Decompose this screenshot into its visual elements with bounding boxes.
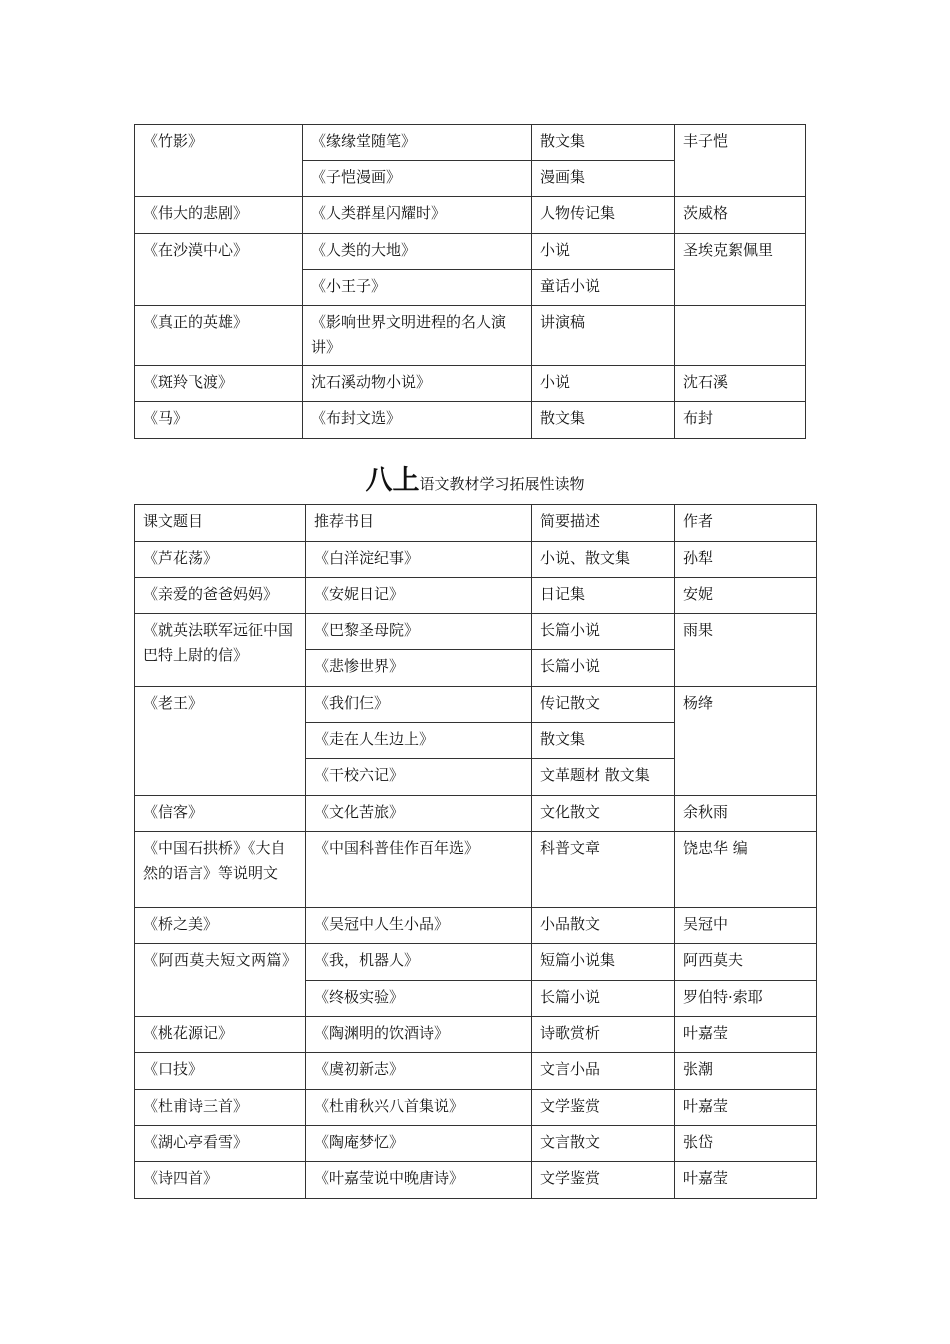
description: 文学鉴赏 bbox=[532, 1090, 675, 1126]
description: 文革题材 散文集 bbox=[532, 759, 675, 796]
description: 散文集 bbox=[532, 125, 675, 161]
table-row bbox=[135, 1162, 817, 1199]
lesson-title: 《湖心亭看雪》 bbox=[135, 1126, 306, 1162]
lesson-title: 《真正的英雄》 bbox=[135, 306, 303, 366]
recommended-book: 《白洋淀纪事》 bbox=[306, 542, 532, 578]
description: 短篇小说集 bbox=[532, 944, 675, 981]
author: 雨果 bbox=[675, 614, 817, 687]
table-row bbox=[135, 687, 817, 723]
lesson-title: 《竹影》 bbox=[135, 125, 303, 197]
recommended-book: 《布封文选》 bbox=[303, 402, 532, 439]
lesson-title: 《信客》 bbox=[135, 796, 306, 832]
author: 孙犁 bbox=[675, 542, 817, 578]
author: 沈石溪 bbox=[675, 366, 806, 402]
recommended-book: 《我们仨》 bbox=[306, 687, 532, 723]
table-row bbox=[135, 197, 806, 234]
author: 叶嘉莹 bbox=[675, 1090, 817, 1126]
description: 讲演稿 bbox=[532, 306, 675, 366]
table-row bbox=[135, 1017, 817, 1053]
author: 余秋雨 bbox=[675, 796, 817, 832]
description: 传记散文 bbox=[532, 687, 675, 723]
recommended-book: 《文化苦旅》 bbox=[306, 796, 532, 832]
author: 圣埃克絮佩里 bbox=[675, 234, 806, 306]
recommended-book: 沈石溪动物小说》 bbox=[303, 366, 532, 402]
description: 科普文章 bbox=[532, 832, 675, 908]
description: 诗歌赏析 bbox=[532, 1017, 675, 1053]
description: 文学鉴赏 bbox=[532, 1162, 675, 1199]
lesson-title: 《中国石拱桥》《大自然的语言》等说明文 bbox=[135, 832, 306, 908]
table-row bbox=[135, 908, 817, 944]
description: 漫画集 bbox=[532, 161, 675, 197]
section-title bbox=[0, 458, 950, 497]
table-row bbox=[135, 366, 806, 402]
description: 长篇小说 bbox=[532, 614, 675, 650]
table-row bbox=[135, 1053, 817, 1090]
table-header-row bbox=[135, 505, 817, 542]
description: 文化散文 bbox=[532, 796, 675, 832]
lesson-title: 《就英法联军远征中国巴特上尉的信》 bbox=[135, 614, 306, 687]
author: 茨威格 bbox=[675, 197, 806, 234]
header-description: 简要描述 bbox=[532, 505, 675, 542]
lesson-title: 《杜甫诗三首》 bbox=[135, 1090, 306, 1126]
header-author: 作者 bbox=[675, 505, 817, 542]
description: 散文集 bbox=[532, 723, 675, 759]
author: 阿西莫夫 bbox=[675, 944, 817, 981]
description: 人物传记集 bbox=[532, 197, 675, 234]
description: 童话小说 bbox=[532, 270, 675, 306]
header-recommended-book: 推荐书目 bbox=[306, 505, 532, 542]
lesson-title: 《阿西莫夫短文两篇》 bbox=[135, 944, 306, 1017]
author bbox=[675, 306, 806, 366]
description: 文言小品 bbox=[532, 1053, 675, 1090]
lesson-title: 《在沙漠中心》 bbox=[135, 234, 303, 306]
section-title-text: 语文教材学习拓展性读物 bbox=[419, 475, 585, 493]
description: 小说 bbox=[532, 234, 675, 270]
recommended-book: 《小王子》 bbox=[303, 270, 532, 306]
table-row bbox=[135, 234, 806, 270]
author: 张岱 bbox=[675, 1126, 817, 1162]
recommended-book: 《中国科普佳作百年选》 bbox=[306, 832, 532, 908]
lesson-title: 《芦花荡》 bbox=[135, 542, 306, 578]
author: 叶嘉莹 bbox=[675, 1162, 817, 1199]
lesson-title: 《诗四首》 bbox=[135, 1162, 306, 1199]
table-row bbox=[135, 944, 817, 981]
author: 张潮 bbox=[675, 1053, 817, 1090]
recommended-book: 《安妮日记》 bbox=[306, 578, 532, 614]
recommended-book: 《吴冠中人生小品》 bbox=[306, 908, 532, 944]
recommended-book: 《影响世界文明进程的名人演讲》 bbox=[303, 306, 532, 366]
description: 散文集 bbox=[532, 402, 675, 439]
table-row bbox=[135, 1126, 817, 1162]
table-row bbox=[135, 1090, 817, 1126]
description: 长篇小说 bbox=[532, 650, 675, 687]
recommended-book: 《缘缘堂随笔》 bbox=[303, 125, 532, 161]
table-row bbox=[135, 125, 806, 161]
lesson-title: 《口技》 bbox=[135, 1053, 306, 1090]
header-lesson-title: 课文题目 bbox=[135, 505, 306, 542]
description: 日记集 bbox=[532, 578, 675, 614]
author: 安妮 bbox=[675, 578, 817, 614]
recommended-book: 《陶庵梦忆》 bbox=[306, 1126, 532, 1162]
recommended-book: 《干校六记》 bbox=[306, 759, 532, 796]
lesson-title: 《亲爱的爸爸妈妈》 bbox=[135, 578, 306, 614]
recommended-book: 《人类群星闪耀时》 bbox=[303, 197, 532, 234]
reading-table-2 bbox=[134, 504, 817, 1199]
recommended-book: 《走在人生边上》 bbox=[306, 723, 532, 759]
recommended-book: 《终极实验》 bbox=[306, 981, 532, 1017]
table-row bbox=[135, 542, 817, 578]
table-row bbox=[135, 796, 817, 832]
author: 吴冠中 bbox=[675, 908, 817, 944]
lesson-title: 《老王》 bbox=[135, 687, 306, 796]
table-row bbox=[135, 402, 806, 439]
recommended-book: 《我，机器人》 bbox=[306, 944, 532, 981]
lesson-title: 《伟大的悲剧》 bbox=[135, 197, 303, 234]
author: 丰子恺 bbox=[675, 125, 806, 197]
table-row bbox=[135, 614, 817, 650]
author: 饶忠华 编 bbox=[675, 832, 817, 908]
recommended-book: 《悲惨世界》 bbox=[306, 650, 532, 687]
lesson-title: 《斑羚飞渡》 bbox=[135, 366, 303, 402]
recommended-book: 《虞初新志》 bbox=[306, 1053, 532, 1090]
section-title-grade: 八上 bbox=[365, 465, 420, 496]
author: 叶嘉莹 bbox=[675, 1017, 817, 1053]
recommended-book: 《杜甫秋兴八首集说》 bbox=[306, 1090, 532, 1126]
author: 杨绛 bbox=[675, 687, 817, 796]
recommended-book: 《叶嘉莹说中晚唐诗》 bbox=[306, 1162, 532, 1199]
lesson-title: 《桃花源记》 bbox=[135, 1017, 306, 1053]
reading-table-1 bbox=[134, 124, 806, 439]
description: 文言散文 bbox=[532, 1126, 675, 1162]
lesson-title: 《马》 bbox=[135, 402, 303, 439]
table-row bbox=[135, 306, 806, 366]
recommended-book: 《人类的大地》 bbox=[303, 234, 532, 270]
description: 小说 bbox=[532, 366, 675, 402]
description: 小品散文 bbox=[532, 908, 675, 944]
table-row bbox=[135, 578, 817, 614]
author: 罗伯特·索耶 bbox=[675, 981, 817, 1017]
recommended-book: 《子恺漫画》 bbox=[303, 161, 532, 197]
table-row bbox=[135, 832, 817, 908]
recommended-book: 《巴黎圣母院》 bbox=[306, 614, 532, 650]
lesson-title: 《桥之美》 bbox=[135, 908, 306, 944]
description: 小说、散文集 bbox=[532, 542, 675, 578]
description: 长篇小说 bbox=[532, 981, 675, 1017]
recommended-book: 《陶渊明的饮酒诗》 bbox=[306, 1017, 532, 1053]
author: 布封 bbox=[675, 402, 806, 439]
